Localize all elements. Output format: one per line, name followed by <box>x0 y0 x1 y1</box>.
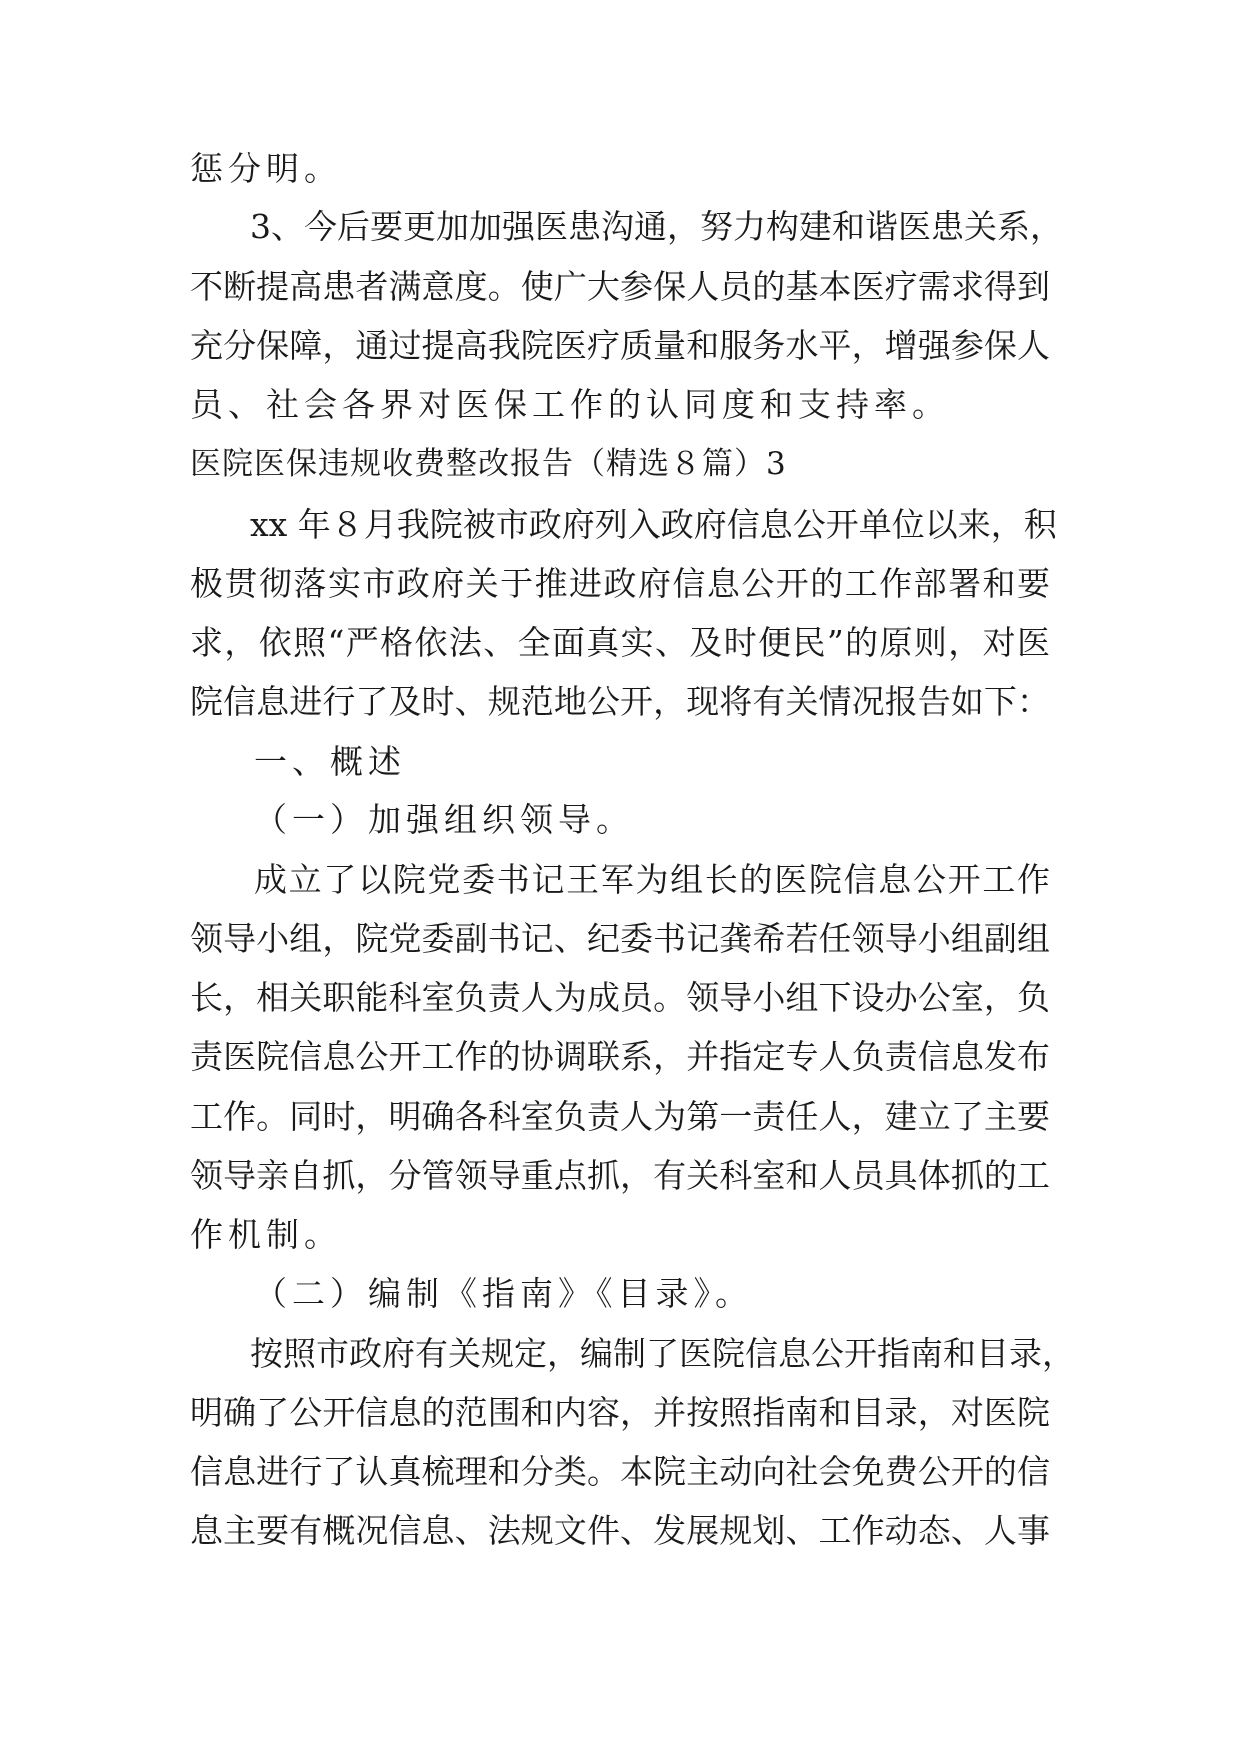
paragraph-line: 3、今后要更加加强医患沟通，努力构建和谐医患关系， <box>250 207 1063 246</box>
paragraph-line: 信息进行了认真梳理和分类。本院主动向社会免费公开的信 <box>190 1452 1050 1491</box>
paragraph-line: 极贯彻落实市政府关于推进政府信息公开的工作部署和要 <box>190 564 1050 603</box>
paragraph-line: 息主要有概况信息、法规文件、发展规划、工作动态、人事 <box>190 1511 1050 1550</box>
paragraph-line: 成立了以院党委书记王军为组长的医院信息公开工作 <box>254 860 1050 899</box>
paragraph-line: 工作。同时，明确各科室负责人为第一责任人，建立了主要 <box>190 1097 1050 1136</box>
subheading: （一）加强组织领导。 <box>254 800 634 839</box>
paragraph-line: 求，依照“严格依法、全面真实、及时便民”的原则，对医 <box>190 623 1050 662</box>
paragraph-line: 领导小组，院党委副书记、纪委书记龚希若任领导小组副组 <box>190 919 1050 958</box>
paragraph-line: 不断提高患者满意度。使广大参保人员的基本医疗需求得到 <box>190 267 1050 306</box>
paragraph-line: 充分保障，通过提高我院医疗质量和服务水平，增强参保人 <box>190 326 1050 365</box>
paragraph-line: 领导亲自抓，分管领导重点抓，有关科室和人员具体抓的工 <box>190 1156 1050 1195</box>
subheading: （二）编制《指南》《目录》。 <box>254 1274 753 1313</box>
paragraph-line: 明确了公开信息的范围和内容，并按照指南和目录，对医院 <box>190 1393 1050 1432</box>
subheading: 一、概述 <box>254 742 406 781</box>
paragraph-line: 员、社会各界对医保工作的认同度和支持率。 <box>190 385 950 424</box>
paragraph-line: 按照市政府有关规定，编制了医院信息公开指南和目录， <box>250 1334 1075 1373</box>
paragraph-line: 作机制。 <box>190 1215 342 1254</box>
paragraph-line: 院信息进行了及时、规范地公开，现将有关情况报告如下： <box>190 682 1050 721</box>
section-title: 医院医保违规收费整改报告（精选８篇）3 <box>190 446 787 482</box>
paragraph-line: 惩分明。 <box>190 149 342 188</box>
paragraph-line: xx 年８月我院被市政府列入政府信息公开单位以来，积 <box>250 505 1057 544</box>
paragraph-line: 长，相关职能科室负责人为成员。领导小组下设办公室，负 <box>190 978 1050 1017</box>
paragraph-line: 责医院信息公开工作的协调联系，并指定专人负责信息发布 <box>190 1037 1050 1076</box>
